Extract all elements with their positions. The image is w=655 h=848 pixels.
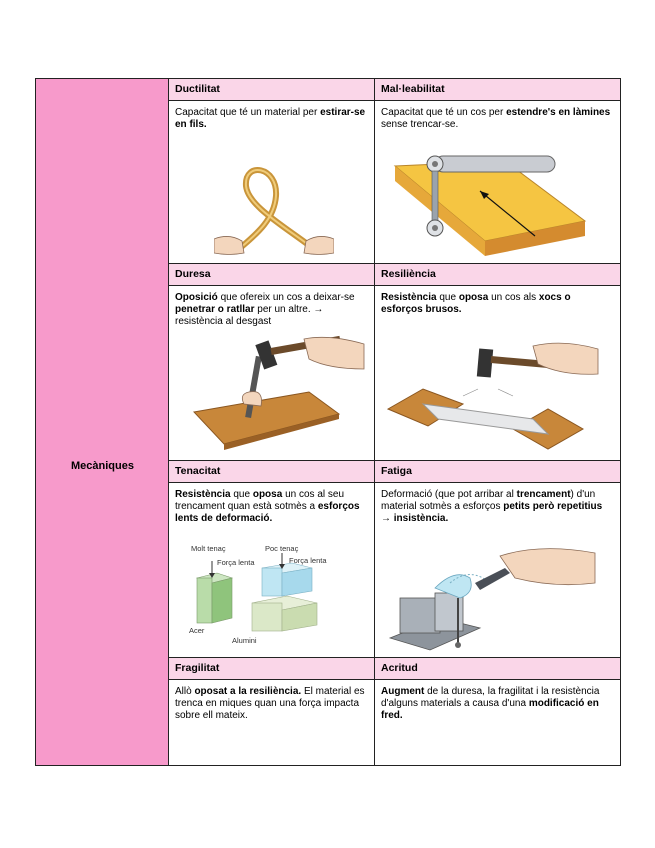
bending-vise-illustration [380, 538, 610, 653]
properties-table [35, 78, 621, 766]
tenacity-label-a: Molt tenaç [191, 544, 226, 553]
description-run: modificació en fred. [381, 698, 599, 721]
header-resiliencia: Resiliència [375, 264, 620, 286]
description-run: que ofereix un cos a deixar-se [217, 292, 355, 303]
header-acritud: Acritud [375, 658, 620, 680]
description-run: de la duresa, la fragilitat i la resistència d'alguns materials a causa d'una [381, 686, 600, 709]
rolling-mill-illustration [385, 146, 610, 258]
header-fatiga: Fatiga [375, 461, 620, 483]
description-run: Augment [381, 686, 425, 697]
description-run: esforços lents de deformació. [175, 501, 360, 524]
description-run: petits però repetitius → insistència. [381, 501, 603, 524]
header-ductilitat: Ductilitat [169, 79, 375, 101]
cell-ductilitat [169, 101, 375, 264]
cell-acritud [375, 680, 620, 765]
description-run: un cos als [488, 292, 539, 303]
description-run: estirar-se en fils. [175, 107, 366, 130]
description-run: oposat a la resiliència. [194, 686, 302, 697]
category-label: Mecàniques [71, 460, 134, 472]
header-tenacitat: Tenacitat [169, 461, 375, 483]
description-run: xocs o esforços brusos. [381, 292, 571, 315]
header-malleabilitat: Mal·leabilitat [375, 79, 620, 101]
description-run: Capacitat que té un cos per [381, 107, 507, 118]
description-run: Oposició [175, 292, 218, 303]
description-run: per un altre. → resistència al desgast [175, 304, 324, 327]
tenacity-label-d: Força lenta [289, 556, 327, 565]
description-acritud [381, 686, 614, 722]
description-run: El material es trenca en miques quan una força impacta sobre ell mateix. [175, 686, 365, 721]
description-fatiga [381, 489, 614, 525]
description-run: estendre's en làmines [506, 107, 611, 118]
description-resiliencia [381, 292, 614, 316]
description-run: Resistència [381, 292, 437, 303]
description-run: un cos al seu trencament quan està sotmès a [175, 489, 345, 512]
category-column [36, 79, 169, 765]
description-tenacitat [175, 489, 368, 525]
description-run: trencament [516, 489, 571, 500]
impact-test-illustration [383, 334, 613, 456]
description-run: Capacitat que té un material per [175, 107, 321, 118]
description-run: oposa [252, 489, 283, 500]
description-duresa [175, 292, 368, 328]
header-duresa: Duresa [169, 264, 375, 286]
description-fragilitat [175, 686, 368, 722]
tenacity-label-b: Força lenta [217, 558, 255, 567]
cell-resiliencia [375, 286, 620, 461]
description-run: Deformació (que pot arribar al [381, 489, 517, 500]
tenacity-label-c: Poc tenaç [265, 544, 299, 553]
description-run: sense trencar-se. [381, 119, 459, 130]
description-malleabilitat [381, 107, 614, 131]
description-run: que [230, 489, 253, 500]
description-ductilitat [175, 107, 368, 131]
tenacity-label-f: Alumini [232, 636, 257, 645]
wire-bending-illustration [214, 141, 334, 256]
description-run: Allò [175, 686, 195, 697]
description-run: Resistència [175, 489, 231, 500]
description-run: penetrar o ratllar [175, 304, 255, 315]
description-run: que [436, 292, 459, 303]
cell-duresa [169, 286, 375, 461]
cell-tenacitat [169, 483, 375, 658]
description-run: oposa [458, 292, 489, 303]
cell-fragilitat [169, 680, 375, 765]
tenacity-label-e: Acer [189, 626, 205, 635]
tenacity-comparison-illustration [177, 543, 367, 653]
header-fragilitat: Fragilitat [169, 658, 375, 680]
hammer-punch-illustration [189, 334, 369, 456]
cell-malleabilitat [375, 101, 620, 264]
description-run: ) d'un material sotmès a esforços [381, 489, 596, 512]
cell-fatiga [375, 483, 620, 658]
